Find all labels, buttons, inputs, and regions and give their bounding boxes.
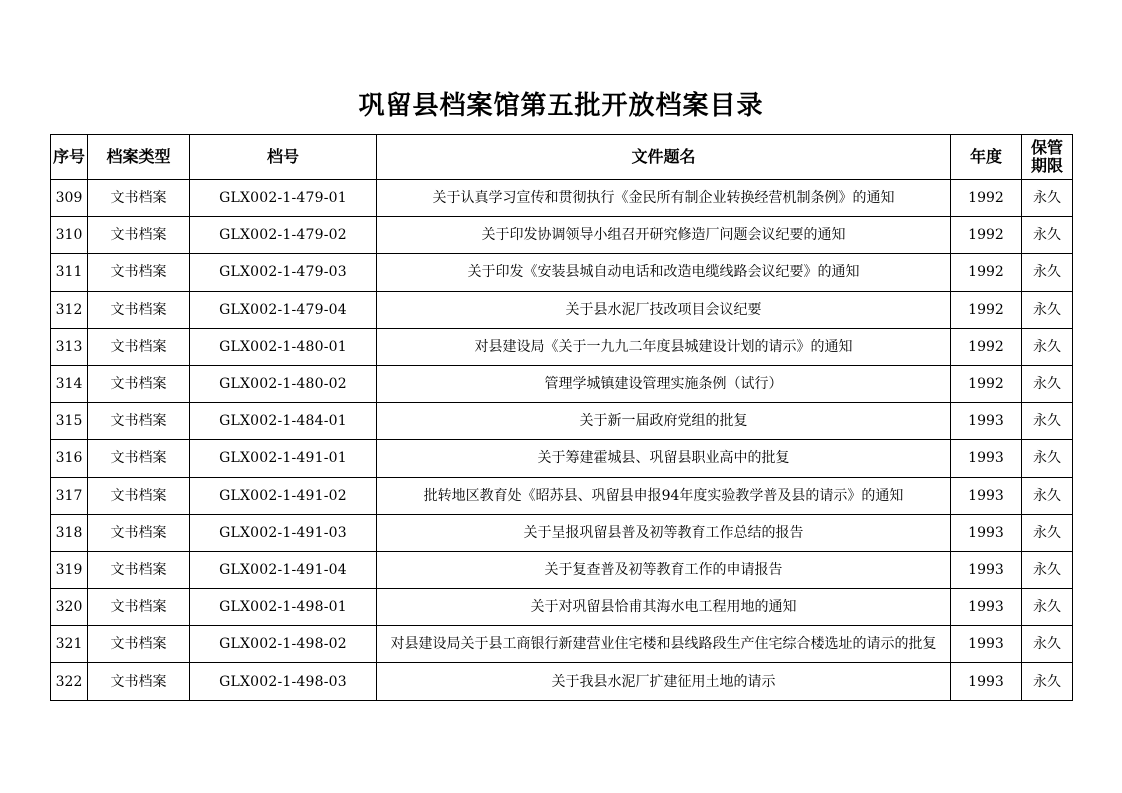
- cell-code: GLX002-1-479-02: [190, 217, 377, 254]
- cell-retention: 永久: [1022, 328, 1073, 365]
- cell-code: GLX002-1-491-02: [190, 477, 377, 514]
- table-header-row: [51, 135, 1073, 180]
- cell-index: 319: [51, 551, 88, 588]
- cell-year: 1992: [951, 291, 1022, 328]
- cell-code: GLX002-1-484-01: [190, 403, 377, 440]
- cell-index: 311: [51, 254, 88, 291]
- cell-type: 文书档案: [88, 626, 190, 663]
- page-title: 巩留县档案馆第五批开放档案目录: [358, 91, 764, 121]
- cell-index: 321: [51, 626, 88, 663]
- cell-title: 关于我县水泥厂扩建征用土地的请示: [377, 663, 951, 700]
- cell-type: 文书档案: [88, 328, 190, 365]
- cell-index: 313: [51, 328, 88, 365]
- table-row: [51, 291, 1073, 328]
- header-title: 文件题名: [377, 135, 951, 180]
- cell-retention: 永久: [1022, 403, 1073, 440]
- cell-index: 310: [51, 217, 88, 254]
- table-row: [51, 514, 1073, 551]
- table-row: [51, 626, 1073, 663]
- cell-title: 批转地区教育处《昭苏县、巩留县申报94年度实验教学普及县的请示》的通知: [377, 477, 951, 514]
- cell-title: 关于新一届政府党组的批复: [377, 403, 951, 440]
- cell-year: 1993: [951, 551, 1022, 588]
- cell-code: GLX002-1-480-02: [190, 365, 377, 402]
- cell-code: GLX002-1-480-01: [190, 328, 377, 365]
- cell-retention: 永久: [1022, 365, 1073, 402]
- cell-title: 对县建设局关于县工商银行新建营业住宅楼和县线路段生产住宅综合楼选址的请示的批复: [377, 626, 951, 663]
- cell-index: 322: [51, 663, 88, 700]
- table-row: [51, 254, 1073, 291]
- cell-year: 1992: [951, 328, 1022, 365]
- cell-index: 317: [51, 477, 88, 514]
- cell-retention: 永久: [1022, 217, 1073, 254]
- cell-type: 文书档案: [88, 514, 190, 551]
- cell-retention: 永久: [1022, 180, 1073, 217]
- cell-retention: 永久: [1022, 626, 1073, 663]
- cell-title: 对县建设局《关于一九九二年度县城建设计划的请示》的通知: [377, 328, 951, 365]
- table-row: [51, 477, 1073, 514]
- cell-retention: 永久: [1022, 514, 1073, 551]
- cell-year: 1993: [951, 663, 1022, 700]
- cell-title: 关于认真学习宣传和贯彻执行《金民所有制企业转换经营机制条例》的通知: [377, 180, 951, 217]
- cell-retention: 永久: [1022, 440, 1073, 477]
- cell-type: 文书档案: [88, 365, 190, 402]
- cell-code: GLX002-1-479-03: [190, 254, 377, 291]
- cell-year: 1992: [951, 217, 1022, 254]
- cell-index: 314: [51, 365, 88, 402]
- table-row: [51, 328, 1073, 365]
- cell-title: 关于印发《安装县城自动电话和改造电缆线路会议纪要》的通知: [377, 254, 951, 291]
- cell-year: 1992: [951, 365, 1022, 402]
- cell-title: 管理学城镇建设管理实施条例（试行）: [377, 365, 951, 402]
- cell-type: 文书档案: [88, 440, 190, 477]
- cell-index: 316: [51, 440, 88, 477]
- cell-code: GLX002-1-498-03: [190, 663, 377, 700]
- table-row: [51, 180, 1073, 217]
- cell-type: 文书档案: [88, 551, 190, 588]
- cell-type: 文书档案: [88, 180, 190, 217]
- table-row: [51, 365, 1073, 402]
- cell-title: 关于印发协调领导小组召开研究修造厂问题会议纪要的通知: [377, 217, 951, 254]
- header-retention-line1: 保管: [1030, 138, 1063, 157]
- cell-code: GLX002-1-498-02: [190, 626, 377, 663]
- table-row: [51, 217, 1073, 254]
- cell-code: GLX002-1-498-01: [190, 589, 377, 626]
- cell-type: 文书档案: [88, 589, 190, 626]
- cell-year: 1993: [951, 403, 1022, 440]
- header-retention: [1022, 135, 1073, 180]
- cell-code: GLX002-1-491-01: [190, 440, 377, 477]
- cell-year: 1993: [951, 626, 1022, 663]
- cell-year: 1993: [951, 589, 1022, 626]
- cell-retention: 永久: [1022, 291, 1073, 328]
- header-index: 序号: [51, 135, 88, 180]
- cell-year: 1993: [951, 440, 1022, 477]
- cell-retention: 永久: [1022, 477, 1073, 514]
- header-retention-line2: 期限: [1030, 156, 1063, 175]
- cell-code: GLX002-1-491-03: [190, 514, 377, 551]
- cell-title: 关于筹建霍城县、巩留县职业高中的批复: [377, 440, 951, 477]
- archive-table: [50, 134, 1073, 701]
- cell-type: 文书档案: [88, 217, 190, 254]
- cell-title: 关于对巩留县恰甫其海水电工程用地的通知: [377, 589, 951, 626]
- cell-type: 文书档案: [88, 477, 190, 514]
- cell-index: 318: [51, 514, 88, 551]
- cell-retention: 永久: [1022, 589, 1073, 626]
- cell-retention: 永久: [1022, 254, 1073, 291]
- cell-retention: 永久: [1022, 663, 1073, 700]
- cell-year: 1992: [951, 180, 1022, 217]
- cell-year: 1993: [951, 477, 1022, 514]
- cell-index: 320: [51, 589, 88, 626]
- cell-code: GLX002-1-491-04: [190, 551, 377, 588]
- cell-index: 315: [51, 403, 88, 440]
- cell-type: 文书档案: [88, 663, 190, 700]
- cell-index: 309: [51, 180, 88, 217]
- table-body: [51, 180, 1073, 701]
- table-row: [51, 551, 1073, 588]
- cell-code: GLX002-1-479-04: [190, 291, 377, 328]
- header-year: 年度: [951, 135, 1022, 180]
- cell-title: 关于县水泥厂技改项目会议纪要: [377, 291, 951, 328]
- table-row: [51, 663, 1073, 700]
- table-row: [51, 589, 1073, 626]
- cell-type: 文书档案: [88, 254, 190, 291]
- header-code: 档号: [190, 135, 377, 180]
- table-row: [51, 440, 1073, 477]
- cell-year: 1992: [951, 254, 1022, 291]
- cell-index: 312: [51, 291, 88, 328]
- cell-type: 文书档案: [88, 291, 190, 328]
- cell-title: 关于呈报巩留县普及初等教育工作总结的报告: [377, 514, 951, 551]
- cell-retention: 永久: [1022, 551, 1073, 588]
- cell-type: 文书档案: [88, 403, 190, 440]
- header-type: 档案类型: [88, 135, 190, 180]
- cell-title: 关于复查普及初等教育工作的申请报告: [377, 551, 951, 588]
- cell-code: GLX002-1-479-01: [190, 180, 377, 217]
- cell-year: 1993: [951, 514, 1022, 551]
- table-row: [51, 403, 1073, 440]
